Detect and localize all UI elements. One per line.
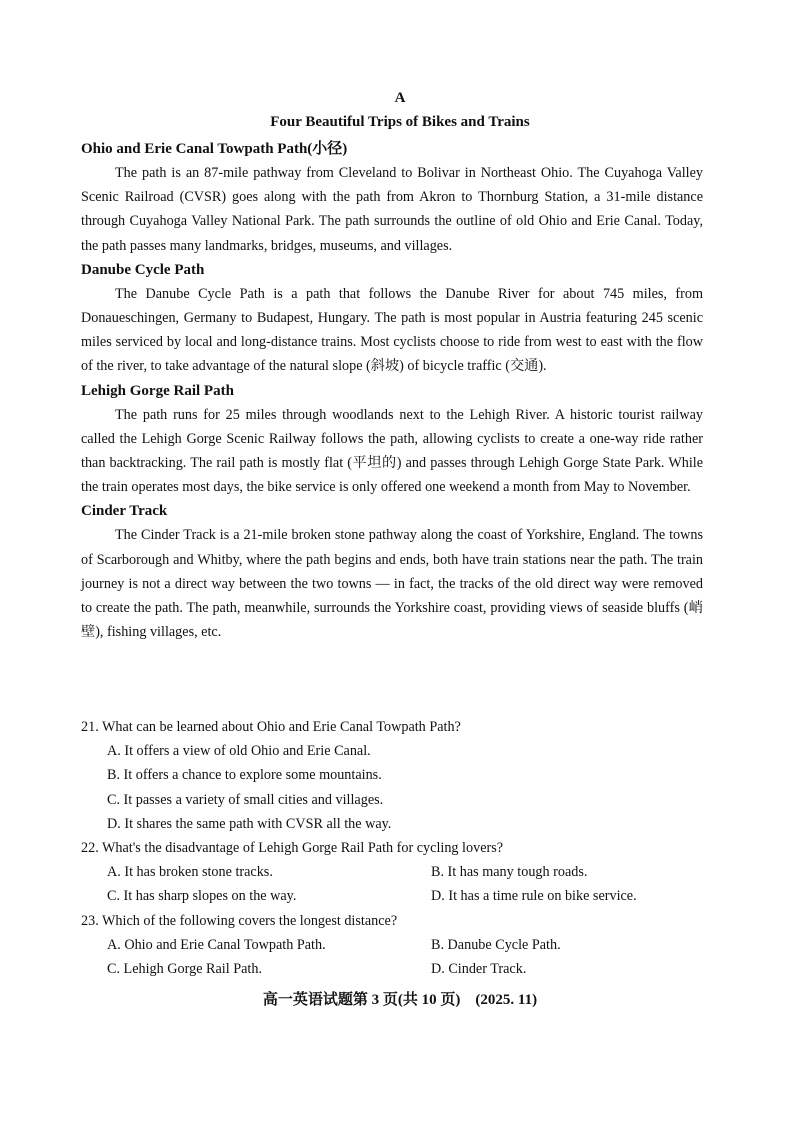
option-a: A. Ohio and Erie Canal Towpath Path. — [107, 936, 326, 953]
reading-passage — [81, 137, 703, 644]
passage-paragraph: The path is an 87-mile pathway from Cleveland to Bolivar in Northeast Ohio. The Cuyahoga Valley Scenic Railroad (CVSR) goes along with the path from Akron to Thornburg Station, a 31-mile distance through Cuyahoga Valley National Park. The path surrounds the outline of old Ohio and Erie Canal. Today, the path passes many landmarks, bridges, museums, and villages. — [81, 165, 703, 254]
option-row — [81, 933, 703, 957]
question-23 — [81, 909, 703, 982]
passage-cinder — [81, 499, 703, 644]
question-22 — [81, 836, 703, 909]
question-stem: 23. Which of the following covers the longest distance? — [81, 912, 398, 929]
passage-paragraph: The Cinder Track is a 21-mile broken stone pathway along the coast of Yorkshire, England. The towns of Scarborough and Whitby, where the path begins and ends, both have train stations near the path. The train journey is not a direct way between the two towns — in fact, the tracks of the old direct way were removed to create the path. The path, meanwhile, surrounds the Yorkshire coast, providing views of seaside bluffs (峭壁), fishing villages, etc. — [81, 527, 703, 641]
passage-title: Four Beautiful Trips of Bikes and Trains — [270, 114, 530, 130]
option-a: A. It has broken stone tracks. — [107, 864, 273, 881]
option-c: C. It passes a variety of small cities and villages. — [107, 791, 384, 808]
option-b: B. It has many tough roads. — [431, 864, 588, 881]
passage-ohio-erie — [81, 137, 703, 258]
passage-heading: Cinder Track — [81, 503, 168, 520]
passage-paragraph: The path runs for 25 miles through woodlands next to the Lehigh River. A historic tourist railway called the Lehigh Gorge Scenic Railway follows the path, allowing cyclists to create a one-way ride rather than backtracking. The rail path is mostly flat (平坦的) and passes through Lehigh Gorge State Park. While the train operates most days, the bike service is only offered one weekend a month from May to November. — [81, 406, 703, 496]
question-21 — [81, 715, 703, 836]
option-row — [81, 860, 703, 884]
passage-paragraph: The Danube Cycle Path is a path that follows the Danube River for about 745 miles, from Donaueschingen, Germany to Budapest, Hungary. The path is most popular in Austria featuring 245 scenic miles serviced by local and long-distance trains. Most cyclists choose to ride from west to east with the flow of the river, to take advantage of the natural slope (斜坡) of bicycle traffic (交通). — [81, 285, 703, 375]
passage-heading: Danube Cycle Path — [81, 261, 205, 278]
option-c: C. Lehigh Gorge Rail Path. — [107, 960, 262, 977]
option-row — [81, 884, 703, 908]
page-footer: 高一英语试题第 3 页(共 10 页) (2025. 11) — [262, 992, 538, 1008]
passage-heading: Lehigh Gorge Rail Path — [81, 382, 234, 399]
passage-danube — [81, 258, 703, 379]
passage-heading: Ohio and Erie Canal Towpath Path(小径) — [81, 141, 348, 157]
option-d: D. Cinder Track. — [431, 960, 527, 977]
option-a: A. It offers a view of old Ohio and Erie Canal. — [107, 743, 371, 760]
option-d: D. It has a time rule on bike service. — [431, 888, 637, 905]
option-row — [81, 957, 703, 981]
option-b: B. Danube Cycle Path. — [431, 936, 561, 953]
option-b: B. It offers a chance to explore some mountains. — [107, 767, 382, 784]
question-list — [81, 715, 703, 981]
option-c: C. It has sharp slopes on the way. — [107, 888, 297, 905]
passage-lehigh — [81, 379, 703, 500]
question-stem: 21. What can be learned about Ohio and Erie Canal Towpath Path? — [81, 719, 461, 735]
section-letter: A — [394, 90, 406, 106]
question-stem: 22. What's the disadvantage of Lehigh Gorge Rail Path for cycling lovers? — [81, 839, 504, 856]
option-d: D. It shares the same path with CVSR all the way. — [107, 815, 392, 832]
